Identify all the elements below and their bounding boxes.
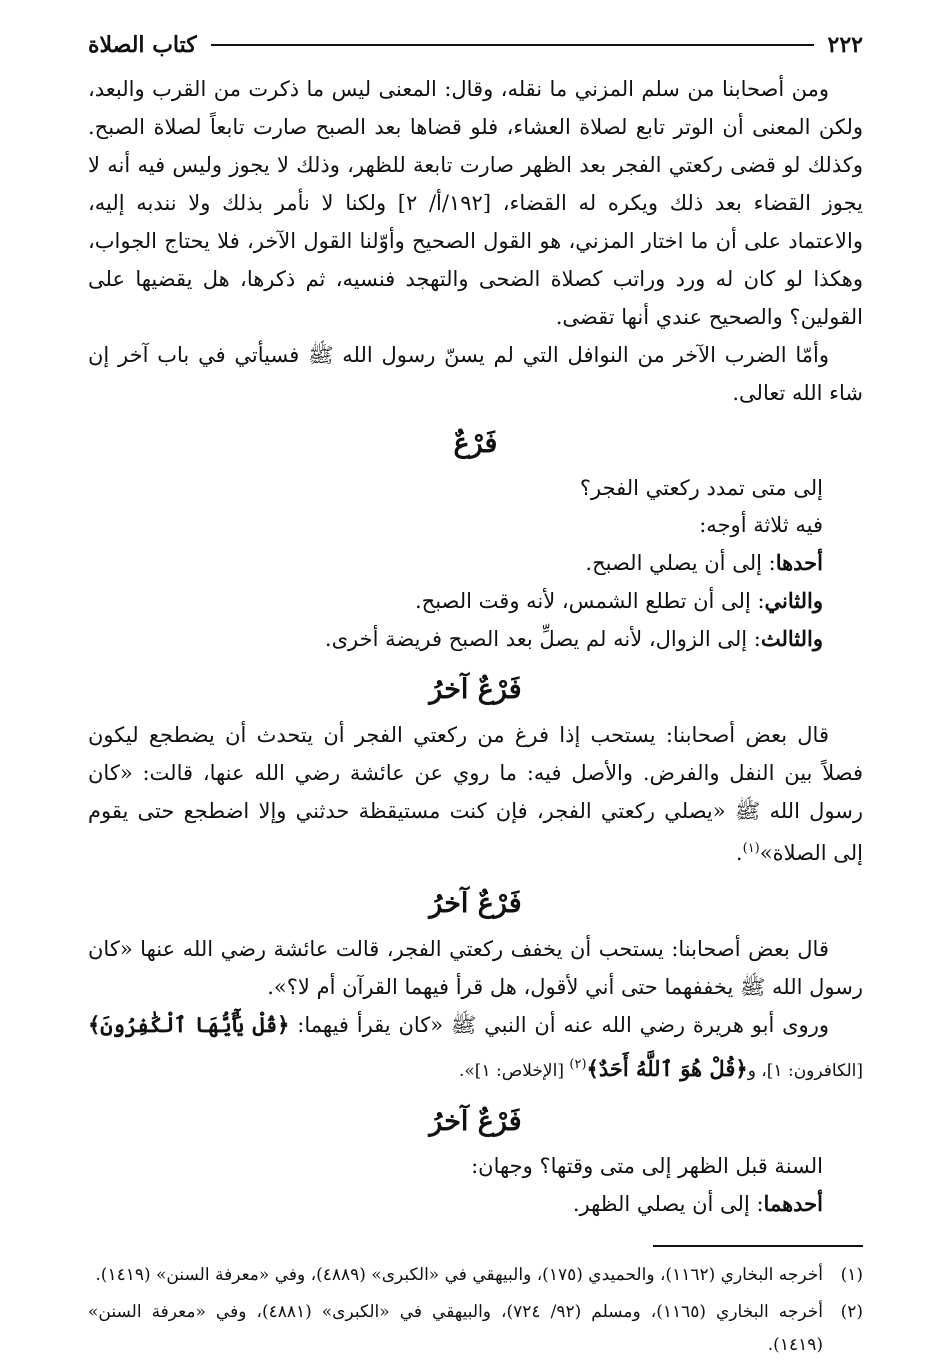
footnote-number: (١) — [840, 1265, 863, 1285]
section1-intro: فيه ثلاثة أوجه: — [699, 513, 823, 537]
quran-verse-2: ﴿قُلْ هُوَ ٱللَّهُ أَحَدٌ﴾ — [586, 1056, 748, 1081]
footnote-1 — [88, 1259, 863, 1292]
section2-end: . — [735, 841, 743, 865]
section1-item-3 — [88, 620, 863, 658]
item-label: أحدها — [775, 550, 823, 575]
section-heading-2: فَرْعٌ آخرُ — [429, 674, 522, 705]
item-text: : إلى الزوال، لأنه لم يصلِّ بعد الصبح فريضة أخرى. — [324, 627, 761, 651]
item-label: والثالث — [760, 626, 823, 651]
section3-paragraph-1: قال بعض أصحابنا: يستحب أن يخفف ركعتي الفجر، قالت عائشة رضي الله عنها «كان رسول الله ﷺ يخففهما حتى أني لأقول، هل قرأ فيهما القرآن أم لا؟». — [88, 937, 863, 999]
section2-text: قال بعض أصحابنا: يستحب إذا فرغ من ركعتي الفجر أن يتحدث أن يضطجع ليكون فصلاً بين النفل والفرض. والأصل فيه: ما روي عن عائشة رضي الله عنها، قالت: «كان رسول الله ﷺ «يصلي ركعتي الفجر، فإن كنت مستيقظة حدثني وإلا اضطجع حتى يقوم إلى الصلاة» — [88, 723, 863, 865]
book-title: كتاب الصلاة — [88, 32, 197, 58]
footnote-2 — [88, 1296, 863, 1362]
section1-question: إلى متى تمدد ركعتي الفجر؟ — [579, 476, 823, 500]
footnote-number: (٢) — [840, 1302, 863, 1322]
section-heading-3: فَرْعٌ آخرُ — [429, 888, 522, 919]
page-number: ٢٢٢ — [827, 32, 863, 58]
section-heading-4: فَرْعٌ آخرُ — [429, 1106, 522, 1137]
section4-item-1 — [88, 1185, 863, 1223]
section-heading-1: فَرْعٌ — [453, 428, 498, 459]
section1-item-1 — [88, 544, 863, 582]
section2-paragraph — [88, 716, 863, 872]
footnote-ref-1: (١) — [742, 841, 760, 856]
intro-paragraph-2: وأمّا الضرب الآخر من النوافل التي لم يسنّ رسول الله ﷺ فسيأتي في باب آخر إن شاء الله تعالى. — [88, 343, 863, 405]
section3-p2-start: وروى أبو هريرة رضي الله عنه أن النبي ﷺ «كان يقرأ فيهما: — [289, 1013, 829, 1037]
verse-citation-1: [الكافرون: ١]، و — [747, 1061, 863, 1081]
footnote-text: أخرجه البخاري (١١٦٥)، ومسلم (٩٢/ ٧٢٤)، والبيهقي في «الكبرى» (٤٨٨١)، وفي «معرفة السنن» (١٤١٩). — [88, 1302, 823, 1355]
quran-verse-1: ﴿قُلْ يَٰٓأَيُّهَا ٱلْكَٰفِرُونَ﴾ — [88, 1012, 290, 1037]
item-text: : إلى أن يصلي الظهر. — [572, 1192, 764, 1216]
page-header — [88, 30, 863, 60]
section4-question: السنة قبل الظهر إلى متى وقتها؟ وجهان: — [471, 1154, 823, 1178]
footnote-text: أخرجه البخاري (١١٦٢)، والحميدي (١٧٥)، والبيهقي في «الكبرى» (٤٨٨٩)، وفي «معرفة السنن» (١٤١٩). — [95, 1265, 823, 1285]
footnote-ref-2: (٢) — [569, 1057, 587, 1072]
verse-citation-2: [الإخلاص: ١]». — [459, 1061, 570, 1081]
footnote-separator — [653, 1245, 863, 1247]
item-label: أحدهما — [763, 1191, 823, 1216]
header-rule — [211, 44, 814, 46]
item-text: : إلى أن يصلي الصبح. — [585, 551, 776, 575]
section3-paragraph-2 — [88, 1006, 863, 1090]
item-text: : إلى أن تطلع الشمس، لأنه وقت الصبح. — [414, 589, 765, 613]
intro-text — [88, 70, 863, 412]
book-page — [88, 30, 863, 1366]
intro-paragraph-1: ومن أصحابنا من سلم المزني ما نقله، وقال: المعنى ليس ما ذكرت من القرب والبعد، ولكن المعنى أن الوتر تابع لصلاة العشاء، فلو قضاها بعد الصبح صارت تابعاً لصلاة الصبح. وكذلك لو قضى ركعتي الفجر بعد الظهر صارت تابعة للظهر، وذلك لا يجوز وليس فيه أنه لا يجوز القضاء بعد ذلك ويكره له القضاء، [١٩٢/أ/ ٢] ولكنا لا نأمر بذلك ولا نندبه إليه، والاعتماد على أن ما اختار المزني، هو القول الصحيح وأوّلنا القول الآخر، فلا يحتاج الجواب، وهكذا لو كان له ورد وراتب كصلاة الضحى والتهجد فنسيه، ثم ذكرها، هل يقضيها على القولين؟ والصحيح عندي أنها تقضى. — [88, 77, 864, 329]
section1-item-2 — [88, 582, 863, 620]
item-label: والثاني — [764, 588, 823, 613]
